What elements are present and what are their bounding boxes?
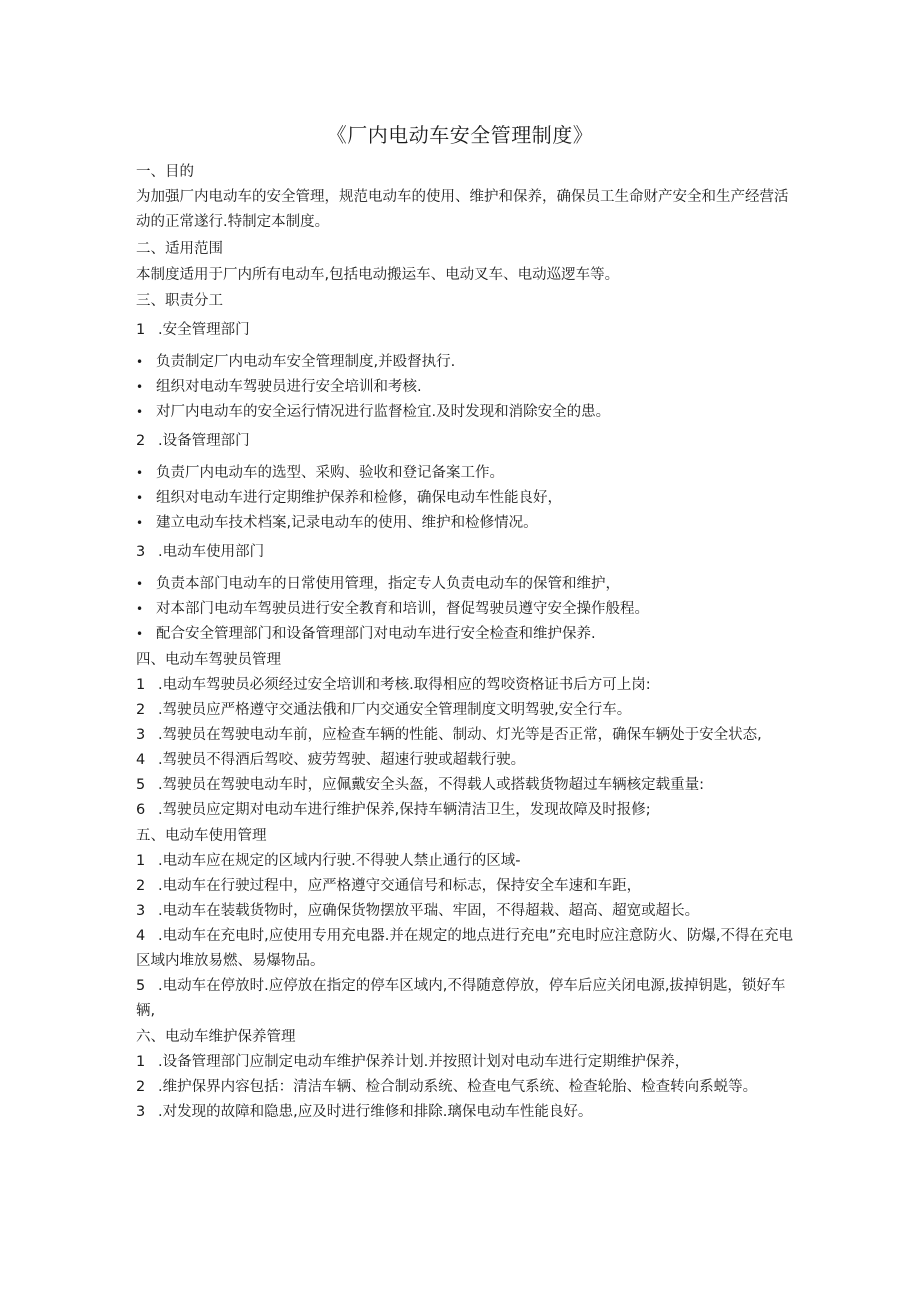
list-item xyxy=(136,400,796,425)
item-text: .驾驶员应严格遵守交通法俄和厂内交通安全管理制度文明驾驶,安全行车。 xyxy=(158,702,632,718)
bullet-icon: • xyxy=(136,491,144,505)
item-text: .维护保界内容包括：清洁车辆、检合制动系统、检查电气系统、检查轮胎、检查转向系蜕等。 xyxy=(158,1079,758,1095)
item-number: 4 xyxy=(136,752,146,768)
item-text: .驾驶员不得酒后驾咬、疲劳驾驶、超速行驶或超载行驶。 xyxy=(158,752,526,768)
item-number: 2 xyxy=(136,1079,146,1095)
subsection-label: .设备管理部门 xyxy=(158,433,250,449)
item-text: .设备管理部门应制定电动车维护保养计划.并按照计划对电动车进行定期维护保养， xyxy=(158,1054,690,1070)
item-text: .电动车在停放时.应停放在指定的停车区域内,不得随意停放，停车后应关闭电源,拔掉钥匙，锁好车辆, xyxy=(136,978,786,1019)
numbered-item xyxy=(136,974,796,1024)
item-text: .驾驶员在驾驶电动车前，应检查车辆的性能、制动、灯光等是否正常，确保车辆处于安全状态, xyxy=(158,727,762,743)
list-item-text: 对厂内电动车的安全运行情况进行监督检宜.及时发现和消除安全的患。 xyxy=(156,404,611,420)
subsection-safety-dept xyxy=(136,316,796,344)
bullet-icon: • xyxy=(136,577,144,591)
section-heading-driver-management: 四、电动车驾驶员管理 xyxy=(136,652,281,668)
list-item xyxy=(136,486,796,511)
item-text: .驾驶员在驾驶电动车时，应佩戴安全头盔，不得载人或搭载货物超过车辆核定载重量: xyxy=(158,777,704,793)
subsection-label: .安全管理部门 xyxy=(158,322,250,338)
numbered-item xyxy=(136,748,796,773)
list-item-text: 负责本部门电动车的日常使用管理，指定专人负责电动车的保管和维护， xyxy=(156,576,620,592)
item-number: 4 xyxy=(136,928,146,944)
bullet-icon: • xyxy=(136,516,144,530)
list-item-text: 负责厂内电动车的选型、采购、验收和登记备案工作。 xyxy=(156,465,504,481)
list-item-text: 建立电动车技术档案,记录电动车的使用、维护和检修情况。 xyxy=(156,515,538,531)
item-text: .电动车在行驶过程中，应严格遵守交通信号和标志，保持安全车速和车距， xyxy=(158,878,642,894)
subsection-equipment-dept xyxy=(136,427,796,455)
item-number: 6 xyxy=(136,802,146,818)
numbered-item xyxy=(136,773,796,798)
list-item xyxy=(136,572,796,597)
numbered-item xyxy=(136,874,796,899)
section-heading-scope: 二、适用范围 xyxy=(136,241,223,257)
list-item-text: 组织对电动车驾驶员进行安全培训和考核. xyxy=(156,379,422,395)
section-text-purpose: 为加强厂内电动车的安全管理，规范电动车的使用、维护和保养，确保员工生命财产安全和生产经营活动的正常遂行.特制定本制度。 xyxy=(136,189,789,230)
item-number: 1 xyxy=(136,1054,146,1070)
section-text-scope: 本制度适用于厂内所有电动车,包括电动搬运车、电动叉车、电动巡逻车等。 xyxy=(136,267,620,283)
subsection-user-dept xyxy=(136,538,796,566)
numbered-item xyxy=(136,1050,796,1075)
item-text: .电动车在装载货物时，应确保货物摆放平瑞、牢固，不得超栽、超高、超宽或超长。 xyxy=(158,903,700,919)
subsection-number: 2 xyxy=(136,433,146,449)
item-number: 1 xyxy=(136,853,146,869)
section-heading-responsibilities: 三、职责分工 xyxy=(136,293,223,309)
numbered-item xyxy=(136,698,796,723)
list-item xyxy=(136,597,796,622)
section-heading-usage-management: 五、电动车使用管理 xyxy=(136,828,267,844)
bullet-icon: • xyxy=(136,380,144,394)
numbered-item xyxy=(136,1075,796,1100)
item-text: .电动车应在规定的区域内行驶.不得驶人禁止通行的区域- xyxy=(158,853,521,869)
list-item xyxy=(136,511,796,536)
list-item-text: 对本部门电动车驾驶员进行安全教育和培训，督促驾驶员遵守安全操作般程。 xyxy=(156,601,649,617)
list-item xyxy=(136,622,796,647)
subsection-number: 1 xyxy=(136,322,146,338)
item-text: .电动车驾驶员必须经过安全培训和考核.取得相应的驾咬资格证书后方可上岗: xyxy=(158,677,651,693)
subsection-label: .电动车使用部门 xyxy=(158,544,265,560)
list-item xyxy=(136,375,796,400)
numbered-item xyxy=(136,849,796,874)
numbered-item xyxy=(136,673,796,698)
item-text: .电动车在充电时,应使用专用充电器.并在规定的地点进行充电”充电时应注意防火、防爆,不得在充电区域内堆放易燃、易爆物品。 xyxy=(136,928,793,969)
item-number: 2 xyxy=(136,702,146,718)
numbered-item xyxy=(136,798,796,823)
list-item xyxy=(136,350,796,375)
document-body xyxy=(136,159,796,1125)
item-number: 1 xyxy=(136,677,146,693)
subsection-number: 3 xyxy=(136,544,146,560)
list-item-text: 组织对电动车进行定期维护保养和检修，确保电动车性能良好， xyxy=(156,490,562,506)
bullet-icon: • xyxy=(136,466,144,480)
numbered-item xyxy=(136,1100,796,1125)
item-number: 3 xyxy=(136,903,146,919)
section-heading-purpose: 一、目的 xyxy=(136,164,194,180)
item-number: 3 xyxy=(136,1104,146,1120)
document-title: 《厂内电动车安全管理制度》 xyxy=(326,123,594,147)
bullet-icon: • xyxy=(136,405,144,419)
list-item-text: 负责制定厂内电动车安全管理制度,并殴督执行. xyxy=(156,354,456,370)
numbered-item xyxy=(136,723,796,748)
item-number: 3 xyxy=(136,727,146,743)
item-number: 5 xyxy=(136,777,146,793)
bullet-icon: • xyxy=(136,355,144,369)
numbered-item xyxy=(136,899,796,924)
section-heading-maintenance-management: 六、电动车维护保养管理 xyxy=(136,1029,296,1045)
list-item-text: 配合安全管理部门和设备管理部门对电动车进行安全检查和维护保养. xyxy=(156,626,596,642)
item-text: .对发现的故障和隐患,应及时进行维修和排除.璃保电动车性能良好。 xyxy=(158,1104,593,1120)
numbered-item xyxy=(136,924,796,974)
item-number: 5 xyxy=(136,978,146,994)
item-number: 2 xyxy=(136,878,146,894)
item-text: .驾驶员应定期对电动车进行维护保养,保持车辆清洁卫生，发现故障及时报修; xyxy=(158,802,651,818)
bullet-icon: • xyxy=(136,602,144,616)
bullet-icon: • xyxy=(136,627,144,641)
list-item xyxy=(136,461,796,486)
